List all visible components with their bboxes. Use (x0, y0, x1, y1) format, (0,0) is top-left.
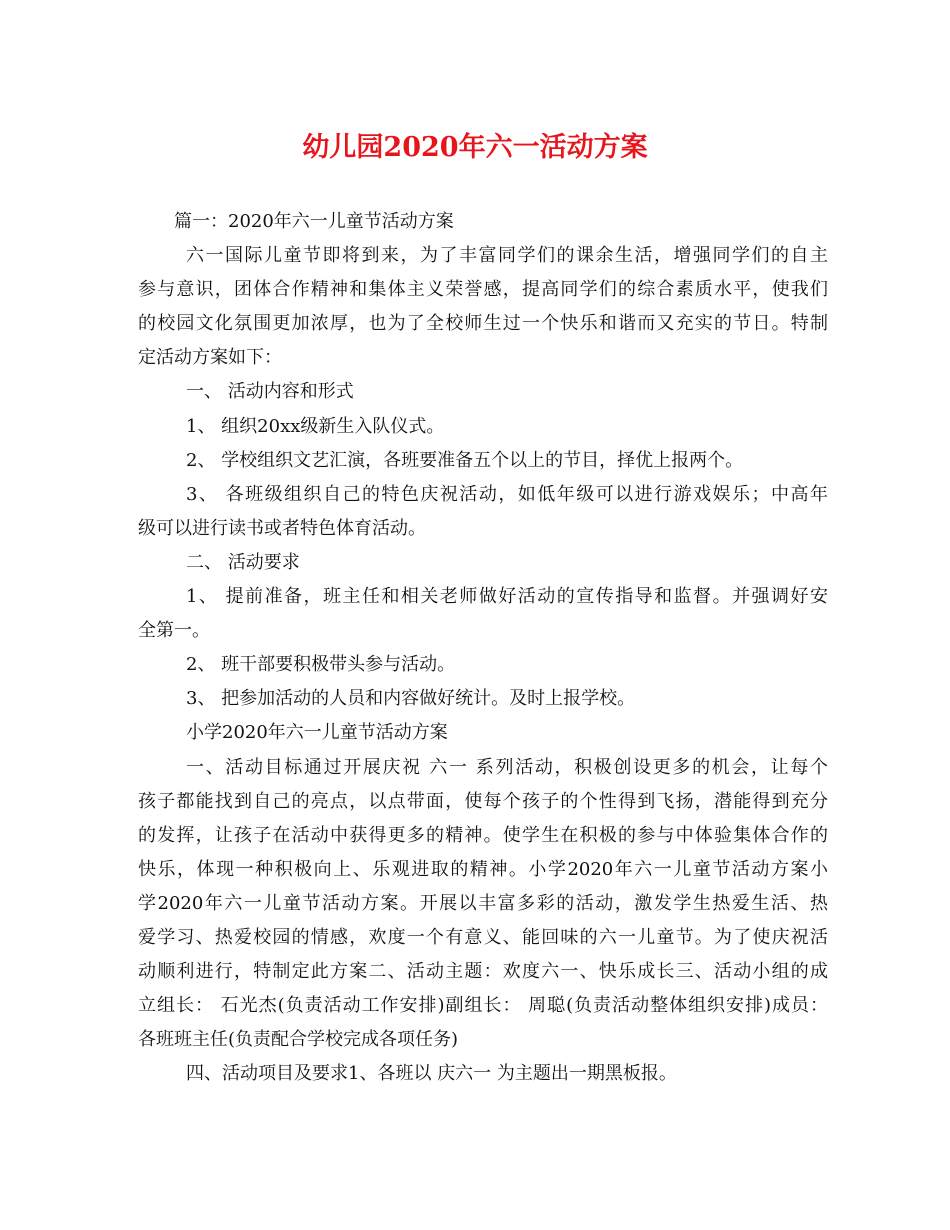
paragraph-line: 定活动方案如下： (138, 347, 282, 369)
paragraph-line: 孩子都能找到自己的亮点，以点带面，使每个孩子的个性得到飞扬，潜能得到充分 (138, 790, 828, 812)
paragraph-line: 参与意识，团体合作精神和集体主义荣誉感，提高同学们的综合素质水平，使我们 (138, 279, 828, 301)
list-heading: 二、 活动要求 (186, 551, 300, 573)
list-item: 2、 班干部要积极带头参与活动。 (186, 654, 456, 676)
list-item: 3、 各班级组织自己的特色庆祝活动，如低年级可以进行游戏娱乐；中高年 (186, 483, 828, 505)
paragraph-line: 学2020年六一儿童节活动方案。开展以丰富多彩的活动，激发学生热爱生活、热 (138, 892, 828, 914)
paragraph-line: 的校园文化氛围更加浓厚，也为了全校师生过一个快乐和谐而又充实的节日。特制 (138, 313, 828, 335)
paragraph-line: 各班班主任(负责配合学校完成各项任务) (138, 1029, 459, 1051)
paragraph-line: 全第一。 (138, 620, 210, 642)
list-heading: 一、 活动内容和形式 (186, 381, 354, 403)
paragraph-line: 快乐，体现一种积极向上、乐观进取的精神。小学2020年六一儿童节活动方案小 (138, 858, 828, 880)
paragraph-line: 爱学习、热爱校园的情感，欢度一个有意义、能回味的六一儿童节。为了使庆祝活 (138, 926, 828, 948)
list-item: 2、 学校组织文艺汇演，各班要准备五个以上的节目，择优上报两个。 (186, 449, 744, 471)
paragraph-line: 六一国际儿童节即将到来，为了丰富同学们的课余生活，增强同学们的自主 (186, 245, 828, 267)
paragraph-line: 动顺利进行，特制定此方案二、活动主题：欢度六一、快乐成长三、活动小组的成 (138, 961, 828, 983)
list-item: 1、 组织20xx级新生入队仪式。 (186, 415, 445, 437)
section-heading: 小学2020年六一儿童节活动方案 (186, 722, 448, 744)
document-body (138, 205, 828, 1091)
paragraph-line: 的发挥，让孩子在活动中获得更多的精神。使学生在积极的参与中体验集体合作的 (138, 824, 828, 846)
paragraph-line: 立组长： 石光杰(负责活动工作安排)副组长： 周聪(负责活动整体组织安排)成员： (138, 995, 828, 1017)
paragraph-line: 一、活动目标通过开展庆祝 六一 系列活动，积极创设更多的机会，让每个 (186, 756, 828, 778)
section-heading: 篇一：2020年六一儿童节活动方案 (174, 211, 454, 232)
paragraph-line: 级可以进行读书或者特色体育活动。 (138, 517, 426, 539)
list-item: 1、 提前准备，班主任和相关老师做好活动的宣传指导和监督。并强调好安 (186, 586, 828, 608)
paragraph-line: 四、活动项目及要求1、各班以 庆六一 为主题出一期黑板报。 (186, 1063, 677, 1085)
document-title: 幼儿园2020年六一活动方案 (302, 132, 648, 163)
list-item: 3、 把参加活动的人员和内容做好统计。及时上报学校。 (186, 688, 636, 710)
